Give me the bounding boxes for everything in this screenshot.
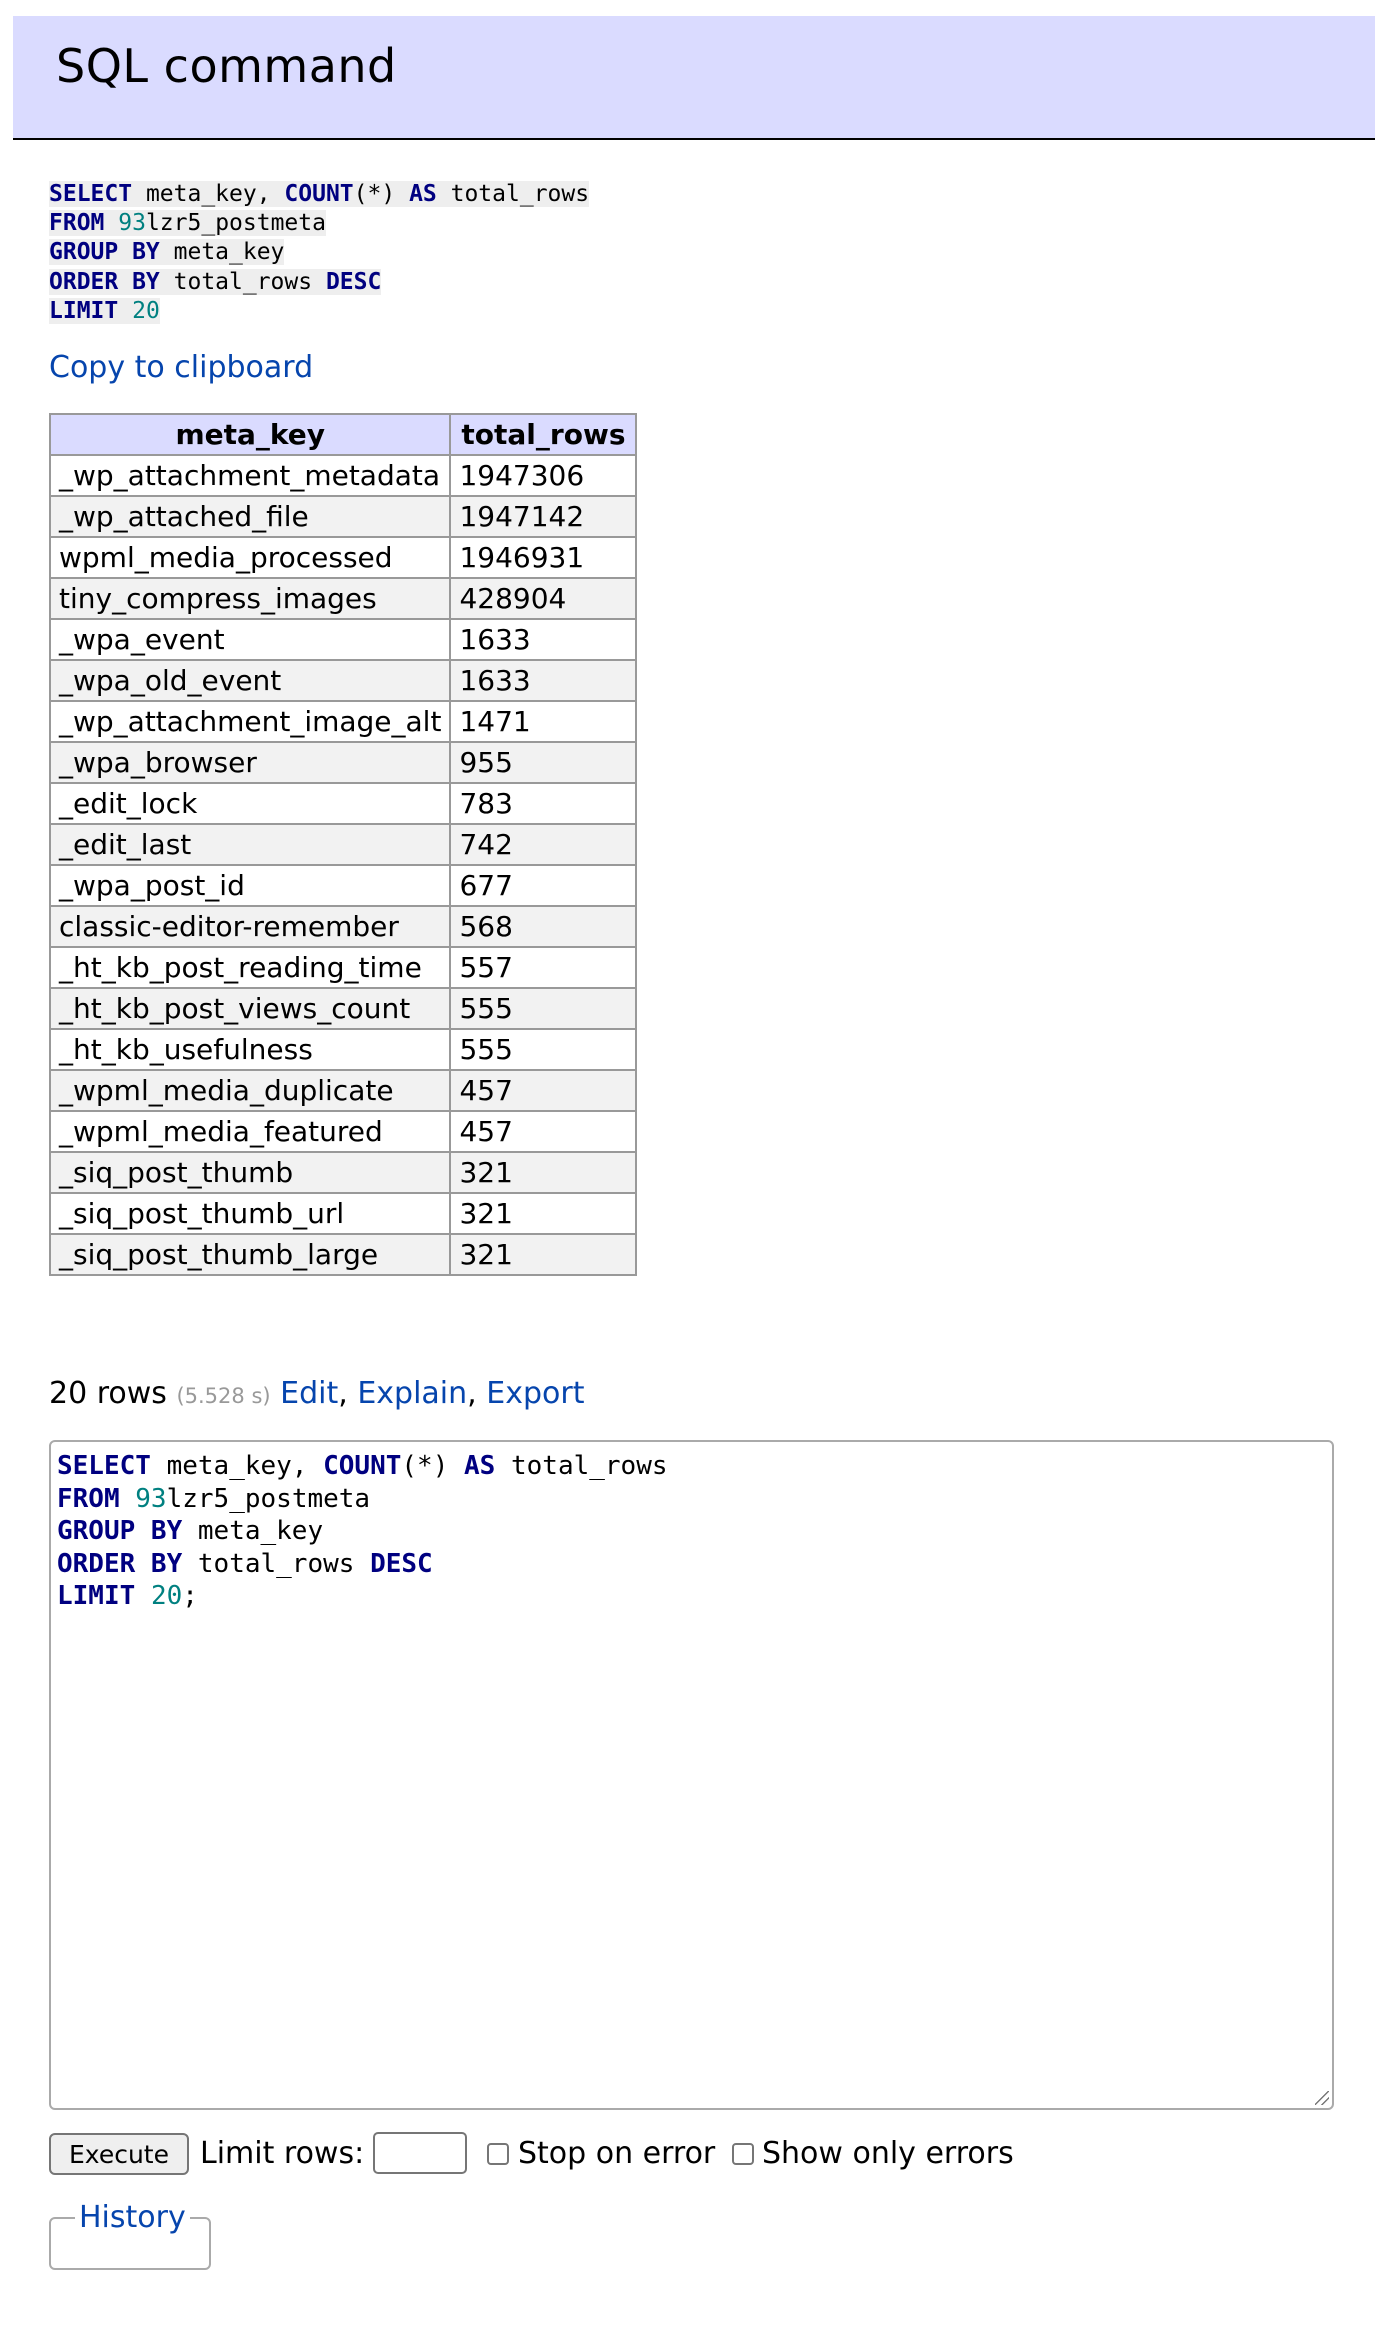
page-header bbox=[13, 16, 1375, 140]
cell-total-rows: 568 bbox=[450, 906, 636, 947]
cell-meta-key: _edit_lock bbox=[50, 783, 450, 824]
table-row bbox=[50, 537, 636, 578]
cell-total-rows: 1633 bbox=[450, 619, 636, 660]
cell-total-rows: 783 bbox=[450, 783, 636, 824]
query-controls bbox=[49, 2132, 1339, 2178]
column-header-total-rows[interactable]: total_rows bbox=[450, 414, 636, 455]
sql-query-display bbox=[49, 180, 589, 326]
table-row bbox=[50, 1111, 636, 1152]
table-row bbox=[50, 783, 636, 824]
table-row bbox=[50, 824, 636, 865]
cell-total-rows: 1633 bbox=[450, 660, 636, 701]
cell-total-rows: 457 bbox=[450, 1111, 636, 1152]
cell-meta-key: _wpml_media_featured bbox=[50, 1111, 450, 1152]
result-table-body bbox=[50, 455, 636, 1275]
cell-meta-key: wpml_media_processed bbox=[50, 537, 450, 578]
execute-button[interactable]: Execute bbox=[49, 2133, 189, 2175]
stop-on-error-checkbox[interactable] bbox=[487, 2143, 509, 2165]
cell-meta-key: _ht_kb_post_views_count bbox=[50, 988, 450, 1029]
cell-meta-key: _siq_post_thumb_large bbox=[50, 1234, 450, 1275]
table-row bbox=[50, 660, 636, 701]
sql-line-3: GROUP BY meta_key bbox=[49, 239, 285, 266]
cell-meta-key: _ht_kb_post_reading_time bbox=[50, 947, 450, 988]
cell-meta-key: classic-editor-remember bbox=[50, 906, 450, 947]
show-only-errors-label[interactable]: Show only errors bbox=[762, 2136, 1014, 2171]
cell-total-rows: 557 bbox=[450, 947, 636, 988]
table-row bbox=[50, 742, 636, 783]
table-row bbox=[50, 1029, 636, 1070]
table-row bbox=[50, 496, 636, 537]
limit-rows-input[interactable] bbox=[373, 2132, 467, 2174]
cell-meta-key: _siq_post_thumb_url bbox=[50, 1193, 450, 1234]
cell-meta-key: _siq_post_thumb bbox=[50, 1152, 450, 1193]
sql-line-1: SELECT meta_key, COUNT(*) AS total_rows bbox=[49, 181, 590, 207]
limit-rows-label: Limit rows: bbox=[200, 2136, 365, 2171]
table-row bbox=[50, 578, 636, 619]
cell-total-rows: 742 bbox=[450, 824, 636, 865]
cell-total-rows: 321 bbox=[450, 1193, 636, 1234]
cell-meta-key: _wpa_old_event bbox=[50, 660, 450, 701]
column-header-meta-key[interactable]: meta_key bbox=[50, 414, 450, 455]
row-count: 20 rows bbox=[49, 1376, 167, 1411]
stop-on-error-label[interactable]: Stop on error bbox=[518, 2136, 716, 2171]
cell-total-rows: 955 bbox=[450, 742, 636, 783]
cell-total-rows: 1471 bbox=[450, 701, 636, 742]
cell-meta-key: _edit_last bbox=[50, 824, 450, 865]
cell-total-rows: 1947142 bbox=[450, 496, 636, 537]
explain-link[interactable]: Explain bbox=[357, 1376, 468, 1411]
page-title: SQL command bbox=[56, 39, 397, 93]
cell-meta-key: _wpml_media_duplicate bbox=[50, 1070, 450, 1111]
table-row bbox=[50, 988, 636, 1029]
cell-total-rows: 555 bbox=[450, 988, 636, 1029]
cell-total-rows: 321 bbox=[450, 1234, 636, 1275]
cell-total-rows: 428904 bbox=[450, 578, 636, 619]
query-time: (5.528 s) bbox=[176, 1384, 271, 1408]
sql-line-4: ORDER BY total_rows DESC bbox=[49, 268, 382, 295]
history-legend bbox=[75, 2200, 190, 2235]
cell-meta-key: _wp_attachment_image_alt bbox=[50, 701, 450, 742]
cell-meta-key: _wp_attachment_metadata bbox=[50, 455, 450, 496]
cell-meta-key: tiny_compress_images bbox=[50, 578, 450, 619]
table-row bbox=[50, 1070, 636, 1111]
sql-editor-textarea[interactable]: SELECT meta_key, COUNT(*) AS total_rows FROM 93lzr5_postmeta GROUP BY meta_key ORDER BY total_rows DESC LIMIT 20; bbox=[49, 1440, 1334, 2110]
table-header-row bbox=[50, 414, 636, 455]
table-row bbox=[50, 947, 636, 988]
edit-link[interactable]: Edit bbox=[280, 1376, 339, 1411]
resize-grip-icon[interactable] bbox=[1315, 2091, 1329, 2105]
cell-meta-key: _wp_attached_file bbox=[50, 496, 450, 537]
result-summary: 20 rows (5.528 s) Edit, Explain, Export bbox=[49, 1376, 585, 1411]
history-fieldset bbox=[49, 2200, 211, 2270]
table-row bbox=[50, 619, 636, 660]
table-row bbox=[50, 1193, 636, 1234]
cell-total-rows: 1946931 bbox=[450, 537, 636, 578]
table-row bbox=[50, 906, 636, 947]
result-table bbox=[49, 413, 637, 1276]
copy-to-clipboard-link[interactable]: Copy to clipboard bbox=[49, 350, 314, 385]
sql-line-5: LIMIT 20 bbox=[49, 297, 160, 324]
cell-total-rows: 677 bbox=[450, 865, 636, 906]
cell-total-rows: 1947306 bbox=[450, 455, 636, 496]
table-row bbox=[50, 455, 636, 496]
cell-meta-key: _wpa_browser bbox=[50, 742, 450, 783]
cell-meta-key: _wpa_post_id bbox=[50, 865, 450, 906]
cell-total-rows: 321 bbox=[450, 1152, 636, 1193]
export-link[interactable]: Export bbox=[486, 1376, 585, 1411]
cell-meta-key: _ht_kb_usefulness bbox=[50, 1029, 450, 1070]
cell-total-rows: 555 bbox=[450, 1029, 636, 1070]
table-row bbox=[50, 1234, 636, 1275]
cell-total-rows: 457 bbox=[450, 1070, 636, 1111]
show-only-errors-checkbox[interactable] bbox=[732, 2143, 754, 2165]
history-link[interactable]: History bbox=[79, 2200, 186, 2235]
cell-meta-key: _wpa_event bbox=[50, 619, 450, 660]
table-row bbox=[50, 701, 636, 742]
sql-line-2: FROM 93lzr5_postmeta bbox=[49, 210, 326, 237]
table-row bbox=[50, 865, 636, 906]
table-row bbox=[50, 1152, 636, 1193]
